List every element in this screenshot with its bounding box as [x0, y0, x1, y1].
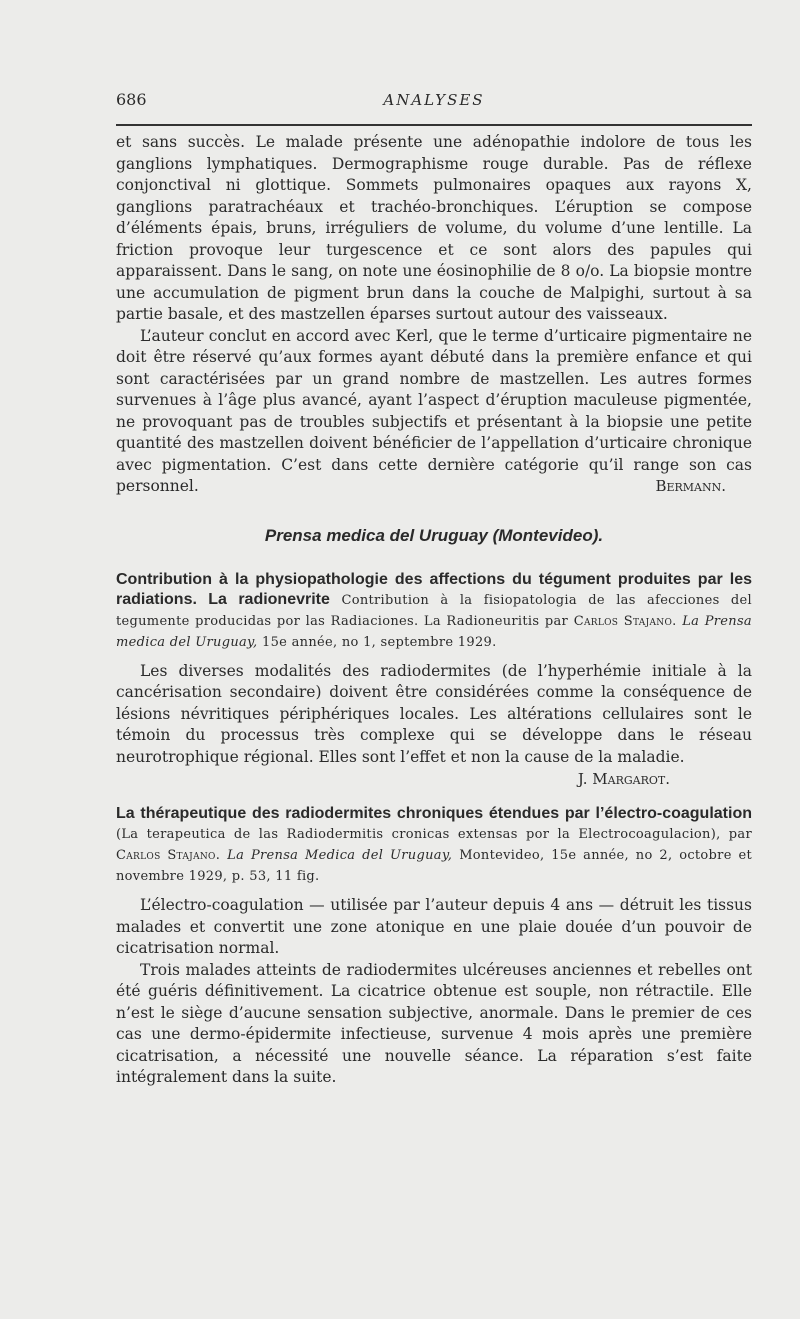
entry-1-heading: Contribution à la physiopathologie des affections du tégument produites par les radiations. La radionevrite — [116, 570, 752, 608]
entry-2-heading: La thérapeutique des radiodermites chroniques étendues par l’électro-coagulation — [116, 805, 752, 822]
entry-1-spanish-ref: Contribution à la fisiopatologia de las afecciones del tegumente producidas por las Radiaciones. La Radioneuritis par — [116, 592, 752, 629]
entry-2-author: Carlos Stajano. — [116, 848, 221, 863]
review-paragraph-2-text: L’auteur conclut en accord avec Kerl, que le terme d’urticaire pigmentaire ne doit être réservé qu’aux formes ayant débuté dans la première enfance et qui sont caractérisées par un grand nombre de mastzellen. Les autres formes survenues à l’âge plus avancé, ayant l’aspect d’éruption maculeuse pigmentée, ne provoquant pas de troubles subjectifs et présentant à la biopsie une petite quantité des mastzellen doivent bénéficier de l’appellation d’urticaire chronique avec pigmentation. C’est dans cette dernière catégorie qu’il range son cas personnel. — [116, 326, 752, 495]
entry-2-details: Montevideo, 15e année, no 2, octobre et novembre 1929, p. 53, 11 fig. — [116, 848, 753, 884]
abstract-entry-1 — [116, 570, 752, 653]
entry-2-paragraph-1: L’électro-coagulation — utilisée par l’auteur depuis 4 ans — détruit les tissus malades et convertit une zone atonique en une plaie douée d’un pouvoir de cicatrisation normal. — [116, 896, 752, 957]
running-title: ANALYSES — [383, 91, 485, 109]
journal-title: Prensa medica del Uruguay (Montevideo). — [264, 525, 604, 545]
entry-1-author: Carlos Stajano. — [573, 613, 677, 629]
entry-1-details: 15e année, no 1, septembre 1929. — [262, 634, 497, 650]
header-rule — [116, 124, 752, 126]
abstract-entry-2 — [116, 804, 752, 887]
page-header — [116, 86, 752, 116]
entry-1-body: Les diverses modalités des radiodermites (de l’hyperhémie initiale à la cancérisation secondaire) doivent être considérées comme la conséquence de lésions névritiques périphériques locales. Les altérations cellulaires sont le témoin du processus très complexe qui se développe dans le réseau neurotrophique régional. Elles sont l’effet et non la cause de la maladie. — [116, 661, 752, 766]
page-body — [116, 132, 752, 1089]
entry-2-journal: La Prensa Medica del Uruguay, — [227, 848, 453, 863]
review-paragraph-2 — [116, 326, 752, 498]
review-paragraph-1: et sans succès. Le malade présente une adénopathie indolore de tous les ganglions lymphatiques. Dermographisme rouge durable. Pas de réflexe conjonctival ni glottique. Sommets pulmonaires opaques aux rayons X, ganglions paratrachéaux et trachéo-bronchiques. L’éruption se compose d’éléments épais, bruns, irréguliers de volume, du volume d’une lentille. La friction provoque leur turgescence et ce sont alors des papules qui apparaissent. Dans le sang, on note une éosinophilie de 8 o/o. La biopsie montre une accumulation de pigment brun dans la couche de Malpighi, surtout à sa partie basale, et des mastzellen éparses surtout autour des vaisseaux. — [116, 133, 752, 323]
signature-bermann: Bermann. — [655, 477, 726, 495]
signature-margarot: J. Margarot. — [577, 770, 670, 788]
entry-1-journal: La Prensa medica del Uruguay, — [116, 613, 752, 650]
entry-2-spanish-ref: (La terapeutica de las Radiodermitis cronicas extensas por la Electrocoagulacion), par — [116, 827, 752, 842]
entry-2-paragraph-2: Trois malades atteints de radiodermites ulcéreuses anciennes et rebelles ont été guéris définitivement. La cicatrice obtenue est souple, non rétractile. Elle n’est le siège d’aucune sensation subjective, anormale. Dans le premier de ces cas une dermo-épidermite infectieuse, survenue 4 mois après une première cicatrisation, a nécessité une nouvelle séance. La réparation s’est faite intégralement dans la suite. — [116, 960, 752, 1086]
page-number: 686 — [116, 90, 147, 109]
